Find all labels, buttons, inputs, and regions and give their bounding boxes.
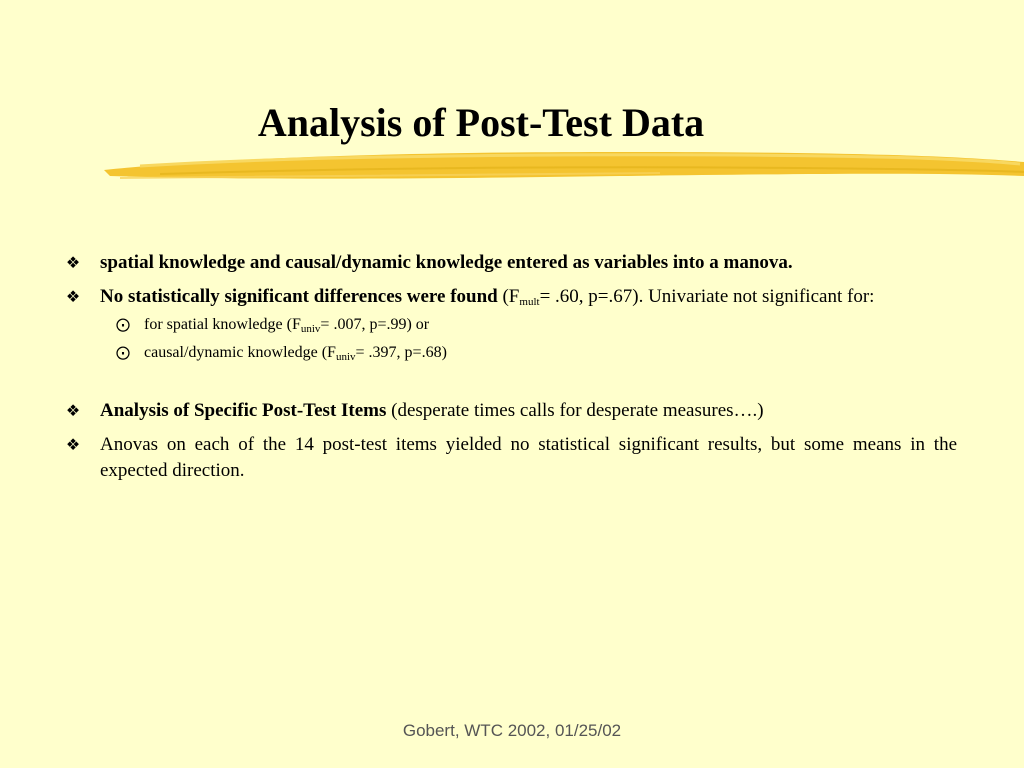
bullet-item-no-differences (62, 284, 957, 310)
bullet-item-manova (62, 250, 957, 276)
subscript-text: mult (519, 296, 540, 308)
z-shaped-sub-bullet-icon: ⨀ (116, 345, 130, 361)
bullet-item-specific-items (62, 398, 957, 424)
four-diamond-bullet-icon: ❖ (65, 435, 81, 454)
bullet-text: Anovas on each of the 14 post-test items yielded no statistical significant results, but some means in the expected direction. (100, 434, 957, 481)
four-diamond-bullet-icon: ❖ (65, 401, 81, 420)
bullet-item-anovas (62, 432, 957, 484)
title-brush-underline (100, 146, 1024, 190)
bullet-text: = .60, p=.67). Univariate not significant for: (539, 286, 875, 307)
sub-bullet-item-spatial (62, 314, 957, 336)
four-diamond-bullet-icon: ❖ (65, 253, 81, 272)
slide-title: Analysis of Post-Test Data (257, 100, 705, 145)
bullet-bold-text: No statistically significant differences were found (100, 286, 498, 307)
four-diamond-bullet-icon: ❖ (65, 287, 81, 306)
slide-footer: Gobert, WTC 2002, 01/25/02 (402, 721, 622, 740)
subscript-text: univ (300, 323, 321, 335)
z-shaped-sub-bullet-icon: ⨀ (116, 317, 130, 333)
sub-bullet-text: for spatial knowledge (F (144, 316, 301, 333)
sub-bullet-text: = .397, p=.68) (355, 344, 447, 361)
sub-bullet-item-causal (62, 342, 957, 364)
bullet-text: spatial knowledge and causal/dynamic knowledge entered as variables into a manova. (100, 252, 793, 273)
sub-bullet-text: = .007, p=.99) or (320, 316, 430, 333)
subscript-text: univ (335, 351, 356, 363)
sub-bullet-text: causal/dynamic knowledge (F (144, 344, 336, 361)
bullet-text: (F (497, 286, 520, 307)
bullet-bold-text: Analysis of Specific Post-Test Items (100, 400, 392, 421)
bullet-text: (desperate times calls for desperate measures….) (391, 400, 764, 421)
bullet-list (62, 250, 957, 484)
